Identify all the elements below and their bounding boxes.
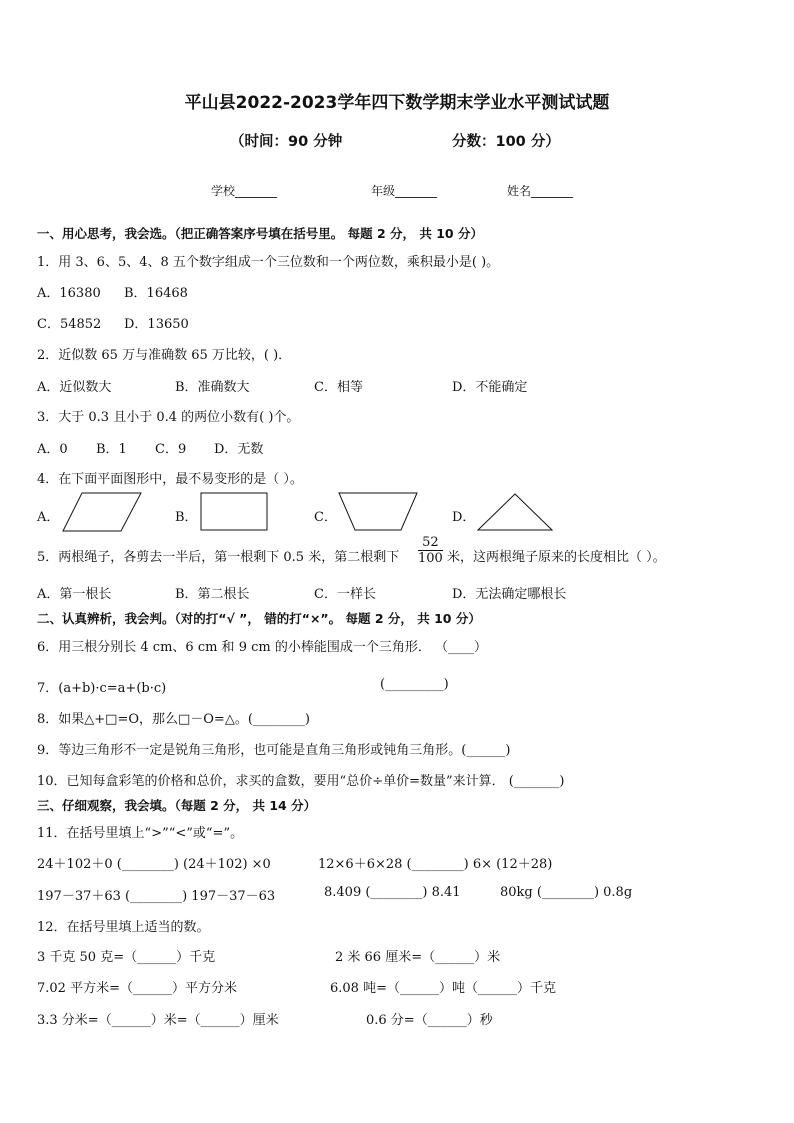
- q3-option-c: C．9: [155, 442, 187, 457]
- question-7: 7．(a+b)·c=a+(b·c): [37, 681, 167, 696]
- school-field: 学校_______: [211, 184, 278, 198]
- section2-heading: 二、认真辨析，我会判。（对的打“√ ”， 错的打“×”。 每题 2 分， 共 10 分）: [37, 611, 481, 626]
- q3-option-b: B．1: [96, 442, 127, 457]
- q1-option-a: A．16380: [37, 286, 101, 301]
- q4-option-d: D．: [452, 510, 476, 525]
- question-8: 8．如果△+□=O，那么□－O=△。(________): [37, 712, 310, 727]
- grade-field: 年级_______: [371, 184, 438, 198]
- q5-option-d: D．无法确定哪根长: [452, 587, 567, 602]
- q4-option-b: B．: [175, 510, 198, 525]
- q12-item-4: 6.08 吨=（______）吨（______）千克: [330, 981, 556, 996]
- question-4: 4．在下面平面图形中，最不易变形的是（ ）。: [37, 472, 303, 487]
- q12-item-3: 7.02 平方米=（______）平方分米: [37, 981, 237, 996]
- q5-option-b: B．第二根长: [175, 587, 250, 602]
- q2-option-b: B．准确数大: [175, 380, 250, 395]
- question-2: 2．近似数 65 万与准确数 65 万比较，( )．: [37, 348, 292, 363]
- q11-item-5: 80kg (________) 0.8g: [500, 885, 633, 900]
- question-9: 9．等边三角形不一定是锐角三角形，也可能是直角三角形或钝角三角形。(______): [37, 743, 511, 758]
- triangle-shape: [477, 493, 553, 531]
- q12-item-1: 3 千克 50 克=（______）千克: [37, 950, 216, 965]
- q1-option-b: B．16468: [124, 286, 188, 301]
- exam-time: （时间：90 分钟: [230, 134, 343, 150]
- q11-item-4: 8.409 (________) 8.41: [324, 885, 461, 900]
- q2-option-a: A．近似数大: [37, 380, 112, 395]
- q2-option-d: D．不能确定: [452, 380, 528, 395]
- exam-score: 分数：100 分）: [452, 134, 560, 150]
- q12-item-6: 0.6 分=（______）秒: [366, 1013, 493, 1028]
- rectangle-shape: [200, 492, 268, 532]
- q4-option-c: C．: [314, 510, 337, 525]
- q4-option-a: A．: [37, 510, 60, 525]
- q11-item-3: 197－37＋63 (________) 197－37－63: [37, 889, 276, 904]
- question-5-start: 5．两根绳子，各剪去一半后，第一根剩下 0.5 米，第二根剩下: [37, 550, 400, 565]
- q11-item-2: 12×6＋6×28 (________) 6× (12＋28): [318, 857, 553, 872]
- q11-item-1: 24＋102＋0 (________) (24＋102) ×0: [37, 857, 271, 872]
- name-field: 姓名_______: [507, 184, 574, 198]
- q1-option-d: D．13650: [124, 317, 189, 332]
- q5-option-c: C．一样长: [314, 587, 376, 602]
- question-5-end: 米，这两根绳子原来的长度相比（ ）。: [447, 550, 666, 565]
- question-7-blank: (_________): [380, 677, 449, 692]
- fraction-52-100: [418, 535, 443, 566]
- fraction-numerator: 52: [418, 535, 443, 551]
- section3-heading: 三、仔细观察，我会填。（每题 2 分， 共 14 分）: [37, 798, 317, 813]
- section1-heading: 一、用心思考，我会选。（把正确答案序号填在括号里。 每题 2 分， 共 10 分）: [37, 226, 483, 241]
- q2-option-c: C．相等: [314, 380, 363, 395]
- parallelogram-shape: [62, 492, 142, 532]
- question-1: 1．用 3、6、5、4、8 五个数字组成一个三位数和一个两位数，乘积最小是( )。: [37, 255, 500, 270]
- question-6: 6．用三根分别长 4 cm、6 cm 和 9 cm 的小棒能围成一个三角形． （____）: [37, 640, 487, 655]
- q12-item-2: 2 米 66 厘米=（______）米: [335, 950, 501, 965]
- question-11: 11．在括号里填上“>”“<”或“=”。: [37, 826, 244, 841]
- question-3: 3．大于 0.3 且小于 0.4 的两位小数有( )个。: [37, 410, 300, 425]
- q1-option-c: C．54852: [37, 317, 102, 332]
- q3-option-d: D．无数: [214, 442, 264, 457]
- page-title: 平山县2022-2023学年四下数学期末学业水平测试试题: [184, 93, 610, 113]
- question-12: 12．在括号里填上适当的数。: [37, 920, 210, 935]
- trapezoid-shape: [338, 492, 418, 532]
- fraction-denominator: 100: [418, 551, 443, 566]
- question-10: 10．已知每盒彩笔的价格和总价，求买的盒数，要用“总价÷单价=数量”来计算． (_______): [37, 774, 565, 789]
- q12-item-5: 3.3 分米=（______）米=（______）厘米: [37, 1013, 279, 1028]
- q3-option-a: A．0: [37, 442, 68, 457]
- q5-option-a: A．第一根长: [37, 587, 112, 602]
